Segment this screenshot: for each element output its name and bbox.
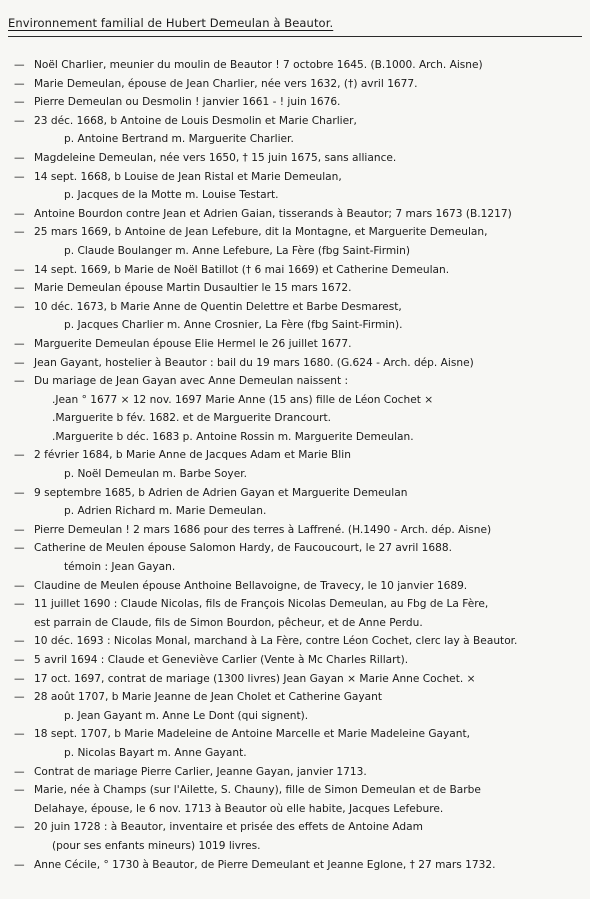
entry-text: Antoine Bourdon contre Jean et Adrien Gaian, tisserands à Beautor; 7 mars 1673 (B.1217) [34, 207, 512, 220]
entry-text: (pour ses enfants mineurs) 1019 livres. [52, 839, 261, 852]
entry-dash: — [14, 486, 25, 499]
entry-dash: — [14, 337, 25, 350]
entry-text: 25 mars 1669, b Antoine de Jean Lefebure, dit la Montagne, et Marguerite Demeulan, [34, 226, 488, 239]
entry-text: Claudine de Meulen épouse Anthoine Bellavoigne, de Travecy, le 10 janvier 1689. [34, 579, 468, 592]
entry-text: 17 oct. 1697, contrat de mariage (1300 livres) Jean Gayan × Marie Anne Cochet. × [34, 672, 476, 685]
entry-line [0, 261, 590, 280]
entry-line [0, 521, 590, 540]
entry-text: Catherine de Meulen épouse Salomon Hardy, de Faucoucourt, le 27 avril 1688. [34, 542, 453, 555]
entry-line [0, 168, 590, 187]
entry-dash: — [14, 77, 25, 90]
entry-text: Contrat de mariage Pierre Carlier, Jeanne Gayan, janvier 1713. [34, 765, 367, 778]
entry-text: 11 juillet 1690 : Claude Nicolas, fils de François Nicolas Demeulan, au Fbg de La Fère, [34, 598, 489, 611]
entry-dash: — [14, 784, 25, 797]
entry-line [0, 391, 590, 410]
entry-text: Marie, née à Champs (sur l'Ailette, S. Chauny), fille de Simon Demeulan et de Barbe [34, 784, 481, 797]
entry-text: Noël Charlier, meunier du moulin de Beautor ! 7 octobre 1645. (B.1000. Arch. Aisne) [34, 59, 483, 71]
entry-dash: — [14, 654, 25, 666]
entry-dash: — [14, 579, 25, 592]
entry-dash: — [14, 207, 25, 220]
entry-line [0, 465, 590, 484]
entry-text: Pierre Demeulan ! 2 mars 1686 pour des terres à Laffrené. (H.1490 - Arch. dép. Aisne) [34, 523, 492, 536]
entry-line [0, 502, 590, 521]
entry-dash: — [14, 821, 25, 834]
entry-text: 9 septembre 1685, b Adrien de Adrien Gayan et Marguerite Demeulan [34, 486, 408, 499]
entry-text: 23 déc. 1668, b Antoine de Louis Desmolin et Marie Charlier, [34, 114, 357, 127]
entry-line [0, 56, 590, 75]
entry-line [0, 539, 590, 558]
entry-line [0, 707, 590, 726]
entry-dash: — [14, 691, 25, 704]
entry-line [0, 149, 590, 168]
entry-text: est parrain de Claude, fils de Simon Bourdon, pêcheur, et de Anne Perdu. [34, 616, 423, 629]
entry-dash: — [14, 375, 25, 388]
entry-text: .Jean ° 1677 × 12 nov. 1697 Marie Anne (15 ans) fille de Léon Cochet × [52, 393, 434, 406]
entry-dash: — [14, 282, 25, 295]
entry-line [0, 800, 590, 819]
entry-line [0, 242, 590, 261]
entry-line [0, 725, 590, 744]
entry-dash: — [14, 765, 25, 778]
entry-line [0, 93, 590, 112]
entry-line [0, 670, 590, 689]
entry-text: 14 sept. 1668, b Louise de Jean Ristal et Marie Demeulan, [34, 170, 342, 183]
entry-text: 18 sept. 1707, b Marie Madeleine de Antoine Marcelle et Marie Madeleine Gayant, [34, 728, 471, 741]
entry-line [0, 446, 590, 465]
entry-dash: — [14, 523, 25, 536]
entry-line [0, 632, 590, 651]
entry-line [0, 205, 590, 224]
entry-text: .Marguerite b fév. 1682. et de Marguerite Drancourt. [52, 412, 332, 425]
entry-line [0, 856, 590, 875]
entry-text: 10 déc. 1693 : Nicolas Monal, marchand à La Fère, contre Léon Cochet, clerc lay à Beautor. [34, 635, 518, 648]
entry-dash: — [14, 96, 25, 109]
entry-text: Marie Demeulan, épouse de Jean Charlier, née vers 1632, (†) avril 1677. [34, 77, 418, 90]
entry-dash: — [14, 356, 25, 369]
entry-dash: — [14, 542, 25, 555]
entry-line [0, 837, 590, 856]
entry-text: p. Jacques de la Motte m. Louise Testart. [64, 189, 279, 202]
entry-text: Jean Gayant, hostelier à Beautor : bail du 19 mars 1680. (G.624 - Arch. dép. Aisne) [34, 356, 474, 369]
entry-line [0, 112, 590, 131]
entry-text: 2 février 1684, b Marie Anne de Jacques Adam et Marie Blin [34, 449, 351, 462]
entry-dash: — [14, 226, 25, 239]
entry-text: Pierre Demeulan ou Desmolin ! janvier 1661 - ! juin 1676. [34, 96, 341, 109]
entry-line [0, 577, 590, 596]
entry-dash: — [14, 59, 25, 71]
entry-dash: — [14, 300, 25, 313]
document-title: Environnement familial de Hubert Demeulan à Beautor. [8, 16, 334, 30]
entry-dash: — [14, 170, 25, 183]
entry-text: Du mariage de Jean Gayan avec Anne Demeulan naissent : [34, 375, 349, 388]
entry-dash: — [14, 635, 25, 648]
entry-line [0, 372, 590, 391]
entry-dash: — [14, 151, 25, 164]
entry-dash: — [14, 114, 25, 127]
entry-text: 28 août 1707, b Marie Jeanne de Jean Cholet et Catherine Gayant [34, 691, 383, 704]
entry-line [0, 558, 590, 577]
entry-text: p. Nicolas Bayart m. Anne Gayant. [64, 746, 247, 759]
entry-line [0, 130, 590, 149]
entry-line [0, 223, 590, 242]
entry-line [0, 818, 590, 837]
entry-text: 10 déc. 1673, b Marie Anne de Quentin Delettre et Barbe Desmarest, [34, 300, 402, 313]
entry-dash: — [14, 858, 25, 871]
entry-dash: — [14, 598, 25, 611]
entry-line [0, 651, 590, 670]
entry-text: Marguerite Demeulan épouse Elie Hermel le 26 juillet 1677. [34, 337, 352, 350]
entry-text: p. Noël Demeulan m. Barbe Soyer. [64, 468, 247, 481]
entry-line [0, 595, 590, 614]
entry-line [0, 614, 590, 633]
entry-text: p. Antoine Bertrand m. Marguerite Charlier. [64, 133, 294, 146]
entry-text: Magdeleine Demeulan, née vers 1650, † 15 juin 1675, sans alliance. [34, 151, 397, 164]
entry-line [0, 781, 590, 800]
entry-text: p. Adrien Richard m. Marie Demeulan. [64, 505, 267, 518]
entry-dash: — [14, 728, 25, 741]
entry-line [0, 354, 590, 373]
entry-line [0, 186, 590, 205]
entry-dash: — [14, 672, 25, 685]
entry-dash: — [14, 263, 25, 276]
entry-line [0, 428, 590, 447]
entry-text: 20 juin 1728 : à Beautor, inventaire et prisée des effets de Antoine Adam [34, 821, 423, 834]
entry-text: p. Jacques Charlier m. Anne Crosnier, La Fère (fbg Saint-Firmin). [64, 319, 403, 332]
entry-text: p. Jean Gayant m. Anne Le Dont (qui signent). [64, 709, 309, 722]
entry-text: p. Claude Boulanger m. Anne Lefebure, La Fère (fbg Saint-Firmin) [64, 244, 410, 257]
entry-line [0, 75, 590, 94]
entry-line [0, 335, 590, 354]
entry-line [0, 688, 590, 707]
entry-line [0, 763, 590, 782]
entry-line [0, 316, 590, 335]
entry-text: 14 sept. 1669, b Marie de Noël Batillot († 6 mai 1669) et Catherine Demeulan. [34, 263, 450, 276]
entry-line [0, 409, 590, 428]
document-lines [0, 56, 590, 874]
entry-text: témoin : Jean Gayan. [64, 561, 176, 574]
entry-text: Marie Demeulan épouse Martin Dusaultier le 15 mars 1672. [34, 282, 352, 295]
entry-line [0, 744, 590, 763]
entry-line [0, 298, 590, 317]
entry-text: .Marguerite b déc. 1683 p. Antoine Rossin m. Marguerite Demeulan. [52, 430, 414, 443]
entry-text: 5 avril 1694 : Claude et Geneviève Carlier (Vente à Mc Charles Rillart). [34, 654, 409, 666]
entry-text: Delahaye, épouse, le 6 nov. 1713 à Beautor où elle habite, Jacques Lefebure. [34, 802, 444, 815]
entry-text: Anne Cécile, ° 1730 à Beautor, de Pierre Demeulant et Jeanne Eglone, † 27 mars 1732. [34, 858, 496, 871]
entry-line [0, 279, 590, 298]
title-rule [8, 36, 582, 37]
entry-line [0, 484, 590, 503]
entry-dash: — [14, 449, 25, 462]
